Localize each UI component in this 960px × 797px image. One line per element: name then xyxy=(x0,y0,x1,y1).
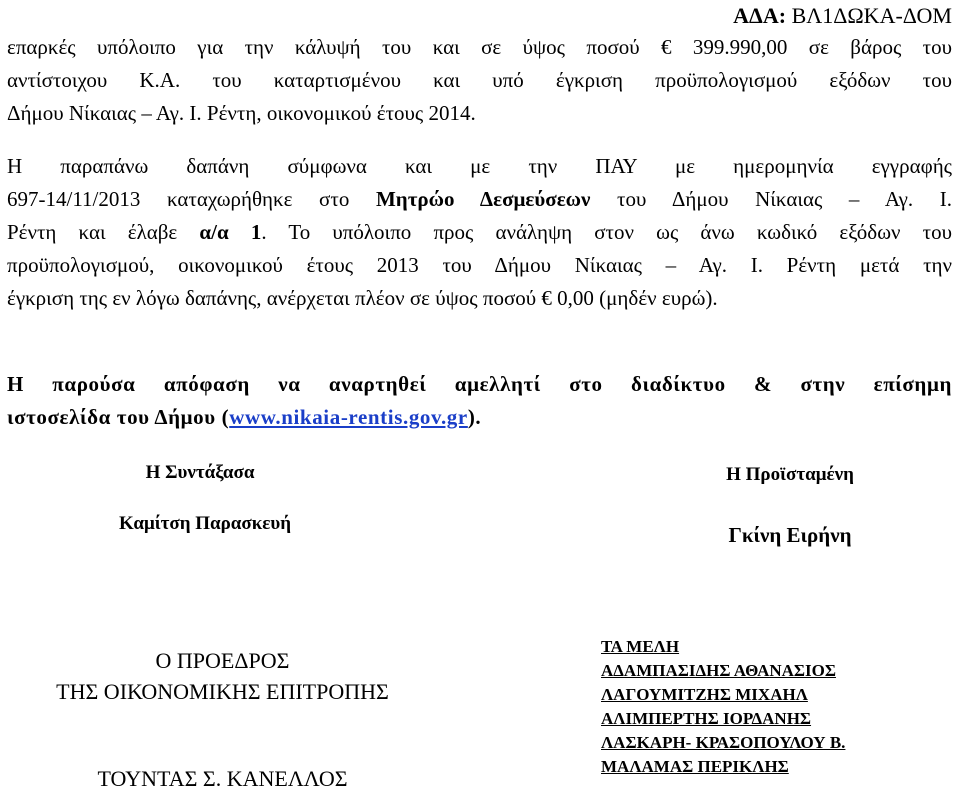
chair-title-1: Ο ΠΡΟΕΔΡΟΣ xyxy=(155,648,290,673)
paragraph-line: αντίστοιχου Κ.Α. του καταρτισμένου και υπό έγκριση προϋπολογισμού εξόδων του xyxy=(7,68,952,92)
member-name: ΑΛΙΜΠΕΡΤΗΣ ΙΟΡΔΑΝΗΣ xyxy=(601,709,812,728)
member-name: ΜΑΛΑΜΑΣ ΠΕΡΙΚΛΗΣ xyxy=(601,757,789,776)
paragraph-commitment xyxy=(7,150,952,315)
paragraph-line: 697-14/11/2013 καταχωρήθηκε στο Μητρώο Δεσμεύσεων του Δήμου Νίκαιας – Αγ. Ι. xyxy=(7,187,952,211)
head-name: Γκίνη Ειρήνη xyxy=(728,523,852,547)
paragraph-line: επαρκές υπόλοιπο για την κάλυψή του και σε ύψος ποσού € 399.990,00 σε βάρος του xyxy=(7,35,952,59)
member-name: ΑΔΑΜΠΑΣΙΔΗΣ ΑΘΑΝΑΣΙΟΣ xyxy=(601,661,836,680)
head-title: Η Προϊσταμένη xyxy=(726,464,854,485)
registry-bold: Μητρώο Δεσμεύσεων xyxy=(375,187,591,211)
member-name: ΛΑΣΚΑΡΗ- ΚΡΑΣΟΠΟΥΛΟΥ Β. xyxy=(601,733,846,752)
drafter-name: Καμίτση Παρασκευή xyxy=(118,513,292,534)
chair-name: ΤΟΥΝΤΑΣ Σ. ΚΑΝΕΛΛΟΣ xyxy=(97,766,348,791)
paragraph-funds xyxy=(7,31,952,130)
decision-line: Η παρούσα απόφαση να αναρτηθεί αμελλητί στο διαδίκτυο & στην επίσημη xyxy=(7,372,952,396)
members-heading: ΤΑ ΜΕΛΗ xyxy=(601,637,680,656)
member-name: ΛΑΓΟΥΜΙΤΖΗΣ ΜΙΧΑΗΛ xyxy=(601,685,808,704)
ada-header xyxy=(733,2,952,30)
ada-label: ΑΔΑ: xyxy=(733,3,787,28)
paragraph-line: Ρέντη και έλαβε α/α 1. Το υπόλοιπο προς ανάληψη στον ως άνω κωδικό εξόδων του xyxy=(7,220,952,244)
serial-bold: α/α 1 xyxy=(199,220,262,244)
paragraph-line: προϋπολογισμού, οικονομικού έτους 2013 του Δήμου Νίκαιας – Αγ. Ι. Ρέντη μετά την xyxy=(7,253,952,277)
decision-line: ιστοσελίδα του Δήμου (www.nikaia-rentis.gov.gr). xyxy=(7,405,482,429)
paragraph-line: έγκριση της εν λόγω δαπάνης, ανέρχεται πλέον σε ύψος ποσού € 0,00 (μηδέν ευρώ). xyxy=(7,286,718,310)
drafter-title: Η Συντάξασα xyxy=(145,462,255,483)
paragraph-line: Δήμου Νίκαιας – Αγ. Ι. Ρέντη, οικονομικού έτους 2014. xyxy=(7,101,476,125)
decision-paragraph xyxy=(7,368,952,434)
members-block xyxy=(601,635,845,779)
website-link[interactable]: www.nikaia-rentis.gov.gr xyxy=(229,405,468,429)
paragraph-line: Η παραπάνω δαπάνη σύμφωνα και με την ΠΑΥ με ημερομηνία εγγραφής xyxy=(7,154,952,178)
chair-title-2: ΤΗΣ ΟΙΚΟΝΟΜΙΚΗΣ ΕΠΙΤΡΟΠΗΣ xyxy=(56,679,389,704)
ada-code: ΒΛ1ΔΩΚΑ-ΔΟΜ xyxy=(791,3,952,28)
